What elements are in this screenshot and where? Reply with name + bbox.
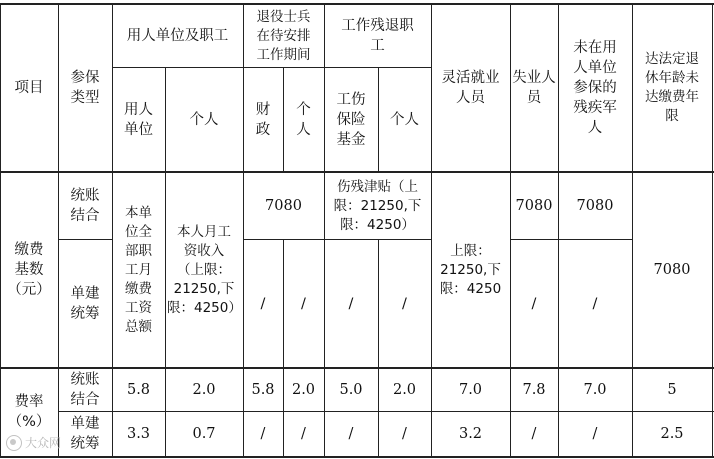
rate-pooled-flexible: 7.0 — [458, 382, 483, 398]
rate-pooled-injury-fund: 5.0 — [339, 382, 363, 398]
header-item: 项目 — [14, 80, 44, 96]
grid-line-v-558 — [558, 3, 559, 458]
header-veteran-individual: 个 人 — [296, 102, 311, 138]
rate-single-veteran-individual: / — [301, 426, 306, 442]
watermark-text: 大众网 — [25, 436, 62, 450]
header-unemployed: 失业人 员 — [512, 70, 556, 106]
rate-single-employer: 3.3 — [126, 426, 151, 442]
rate-pooled-veteran-individual: 2.0 — [291, 382, 316, 398]
base-single-unemployed: / — [531, 296, 537, 312]
header-flexible: 灵活就业 人员 — [441, 70, 500, 106]
base-label: 缴费 基数 （元） — [7, 242, 51, 298]
base-employer: 本单 位全 部职 工月 缴费 工资 总额 — [125, 204, 152, 335]
rate-pooled-finance: 5.8 — [251, 382, 275, 398]
grid-line-v-283-top — [283, 67, 284, 172]
grid-line-v-632 — [632, 3, 633, 458]
rate-single-individual: 0.7 — [192, 426, 216, 442]
rate-label: 费率 （%） — [7, 394, 51, 430]
header-injury-fund: 工伤 保险 基金 — [336, 92, 366, 148]
base-single-injured-individual: / — [402, 296, 407, 312]
grid-line-base-mid-a — [58, 239, 112, 240]
grid-line-subheader — [112, 67, 431, 68]
watermark — [6, 434, 61, 451]
header-disabled-veteran: 未在用 人单位 参保的 残疾军 人 — [573, 40, 617, 136]
rate-single-disabled: / — [592, 426, 598, 442]
grid-line-v-324 — [324, 3, 325, 458]
grid-line-v-112 — [112, 3, 113, 458]
grid-line-bottom — [0, 456, 714, 458]
grid-line-base-bottom — [0, 367, 714, 369]
rate-single-finance: / — [260, 426, 266, 442]
rate-pooled-unemployed: 7.8 — [522, 382, 546, 398]
base-unemployed-pooled: 7080 — [515, 198, 553, 214]
grid-line-v-378-top — [378, 67, 379, 172]
base-disabled-pooled: 7080 — [576, 198, 614, 214]
header-injured-individual: 个人 — [390, 112, 419, 128]
rate-single-injury-fund: / — [348, 426, 354, 442]
rate-single-injured-individual: / — [402, 426, 407, 442]
grid-line-v-283-bottom — [283, 239, 284, 458]
grid-line-rate-mid — [58, 411, 714, 412]
grid-line-top — [0, 3, 714, 5]
grid-line-base-mid-b — [243, 239, 431, 240]
header-veteran-group: 退役士兵 在待安排 工作期间 — [256, 8, 311, 63]
base-veteran-pooled: 7080 — [265, 198, 302, 214]
rate-pooled-disabled: 7.0 — [583, 382, 607, 398]
base-single-disabled: / — [592, 296, 598, 312]
header-finance: 财 政 — [255, 102, 271, 138]
base-retire: 7080 — [653, 262, 691, 278]
header-retire-age: 达法定退 休年龄未 达缴费年 限 — [645, 51, 699, 124]
rate-pooled-retire: 5 — [667, 382, 677, 398]
watermark-logo-icon — [6, 435, 22, 451]
base-individual: 本人月工 资收入 （上限： 21250,下 限：4250） — [167, 223, 242, 316]
rate-pooled-employer: 5.8 — [126, 382, 151, 398]
rate-single-label: 单建 统筹 — [70, 416, 100, 452]
header-type: 参保 类型 — [70, 70, 100, 106]
base-pooled-label: 统账 结合 — [70, 188, 100, 224]
rate-pooled-label: 统账 结合 — [70, 372, 100, 408]
header-injured-group: 工作残退职 工 — [341, 18, 414, 54]
grid-line-v-510 — [510, 3, 511, 458]
base-single-label: 单建 统筹 — [70, 286, 100, 322]
grid-line-v-431 — [431, 3, 432, 458]
base-single-finance: / — [260, 296, 266, 312]
rate-pooled-injured-individual: 2.0 — [392, 382, 417, 398]
grid-line-header-bottom — [0, 171, 714, 173]
rate-single-flexible: 3.2 — [458, 426, 483, 442]
base-single-veteran-individual: / — [301, 296, 306, 312]
rate-single-unemployed: / — [531, 426, 537, 442]
base-single-injury-fund: / — [348, 296, 354, 312]
base-injured-pooled: 伤残津贴（上 限：21250,下 限：4250） — [333, 178, 422, 233]
header-employer-group: 用人单位及职工 — [126, 28, 229, 44]
grid-line-base-mid-c — [510, 239, 632, 240]
grid-line-v-right — [712, 3, 713, 458]
grid-line-v-378-bottom — [378, 239, 379, 458]
grid-line-v-165 — [165, 67, 166, 458]
rate-pooled-individual: 2.0 — [192, 382, 216, 398]
base-flexible: 上限： 21250,下 限：4250 — [439, 242, 502, 297]
header-employer: 用人 单位 — [124, 102, 153, 138]
grid-line-v-58 — [58, 3, 59, 458]
rate-single-retire: 2.5 — [660, 426, 684, 442]
grid-line-v-left — [0, 3, 1, 458]
header-individual: 个人 — [189, 112, 219, 128]
grid-line-v-243 — [243, 3, 244, 458]
